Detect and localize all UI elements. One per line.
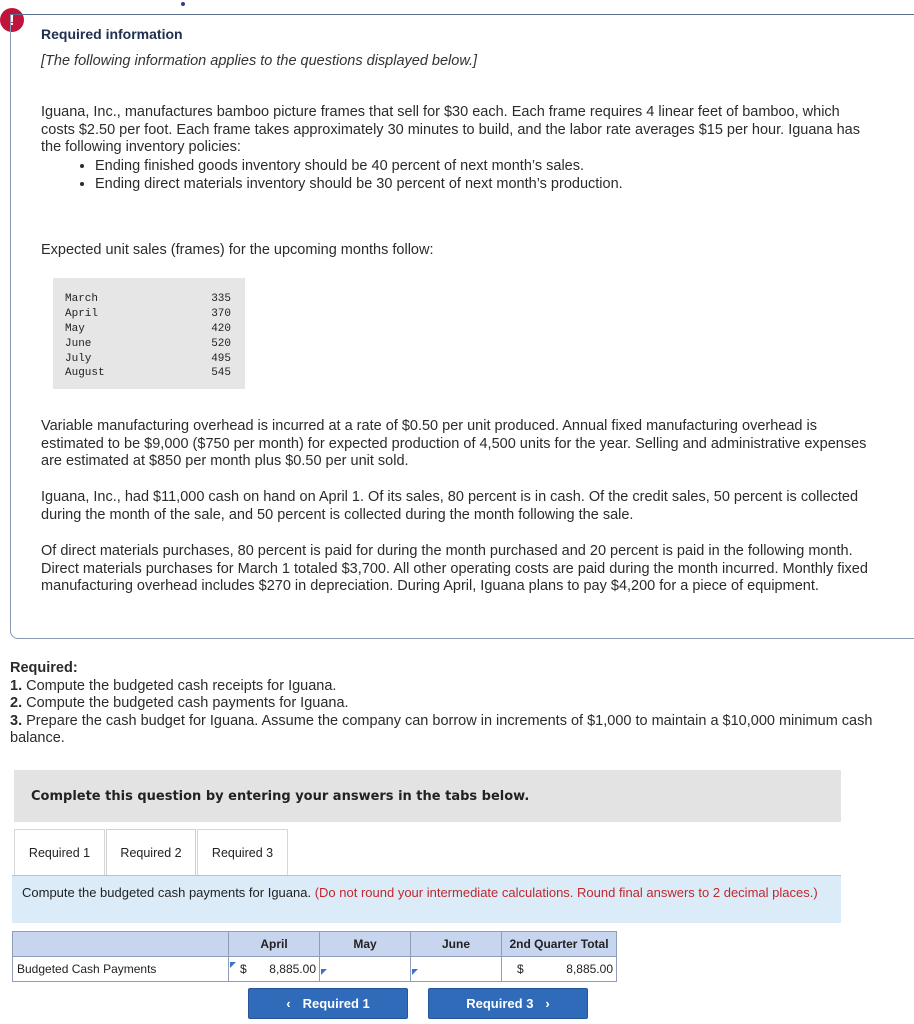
input-flag-icon xyxy=(412,969,418,975)
table-row xyxy=(53,278,245,307)
question-panel xyxy=(12,875,841,923)
month-cell: July xyxy=(65,352,92,365)
blank-header xyxy=(13,932,229,957)
policy-item: • Ending direct materials inventory should be 30 percent of next month’s production. xyxy=(95,176,623,194)
required-item xyxy=(10,678,914,696)
units-cell: 370 xyxy=(211,308,231,321)
table-row xyxy=(53,351,245,366)
decorative-dot xyxy=(181,2,185,6)
month-cell: May xyxy=(65,322,85,335)
tab-bar xyxy=(14,829,289,875)
item-text: Compute the budgeted cash receipts for Iguana. xyxy=(22,677,337,694)
required-item xyxy=(10,695,914,713)
chevron-right-icon: › xyxy=(545,996,550,1011)
cash-paragraph: Iguana, Inc., had $11,000 cash on hand on April 1. Of its sales, 80 percent is in cash. Of the credit sales, 50 percent is collected during the month of the sale, and 50 percent is collected during the month following the sale. xyxy=(41,489,859,523)
info-subtitle: [The following information applies to the questions displayed below.] xyxy=(41,53,478,69)
table-header-row xyxy=(13,932,617,957)
tab-required-1[interactable]: Required 1 xyxy=(14,829,105,875)
currency-symbol: $ xyxy=(240,962,247,976)
table-row xyxy=(53,307,245,322)
units-cell: 545 xyxy=(211,367,231,380)
header-may: May xyxy=(320,932,411,957)
item-number: 2. xyxy=(10,695,23,711)
next-label: Required 3 xyxy=(466,996,534,1011)
cash-payments-table xyxy=(12,931,617,982)
expected-sales-table xyxy=(53,278,245,389)
units-cell: 335 xyxy=(211,293,231,306)
quarter-total-cell xyxy=(502,957,617,982)
purchases-paragraph: Of direct materials purchases, 80 percent is paid for during the month purchased and 20 percent is paid in the following month. Direct materials purchases for March 1 totaled $3,700. All other operating costs are paid during the month incurred. Monthly fixed manufacturing overhead includes $270 in depreciation. During April, Iguana plans to pay $4,200 for a piece of equipment. xyxy=(41,543,868,594)
april-value: 8,885.00 xyxy=(269,962,316,976)
item-number: 3. xyxy=(10,712,23,729)
month-cell: March xyxy=(65,293,99,306)
april-input[interactable] xyxy=(229,957,320,982)
expected-sales-text: Expected unit sales (frames) for the upcoming months follow: xyxy=(41,242,434,258)
june-input[interactable] xyxy=(411,957,502,982)
required-list xyxy=(10,660,914,748)
instruction-bar: Complete this question by entering your answers in the tabs below. xyxy=(14,770,841,822)
required-item xyxy=(10,713,914,748)
header-quarter-total: 2nd Quarter Total xyxy=(502,932,617,957)
month-cell: August xyxy=(65,367,105,380)
row-label: Budgeted Cash Payments xyxy=(13,957,229,982)
prev-label: Required 1 xyxy=(302,996,370,1011)
item-text: Prepare the cash budget for Iguana. Assume the company can borrow in increments of $1,000 to maintain a $10,000 minimum cash balance. xyxy=(10,712,873,746)
question-note: (Do not round your intermediate calculations. Round final answers to 2 decimal places.) xyxy=(314,885,818,900)
alert-icon: ! xyxy=(0,8,24,32)
header-april: April xyxy=(229,932,320,957)
units-cell: 520 xyxy=(211,337,231,350)
month-cell: April xyxy=(65,308,99,321)
header-june: June xyxy=(411,932,502,957)
item-number: 1. xyxy=(10,677,23,694)
tab-required-3[interactable]: Required 3 xyxy=(197,829,288,875)
total-value: 8,885.00 xyxy=(566,962,613,976)
table-row xyxy=(53,336,245,351)
inventory-policies xyxy=(83,158,623,193)
units-cell: 420 xyxy=(211,322,231,335)
question-text: Compute the budgeted cash payments for Iguana. xyxy=(22,885,312,900)
prev-required-button[interactable] xyxy=(248,988,408,1019)
next-required-button[interactable] xyxy=(428,988,588,1019)
info-title: Required information xyxy=(41,26,183,42)
currency-symbol: $ xyxy=(517,962,524,976)
table-row xyxy=(53,322,245,337)
units-cell: 495 xyxy=(211,352,231,365)
input-flag-icon xyxy=(230,962,236,968)
table-row xyxy=(13,957,617,982)
intro-paragraph: Iguana, Inc., manufactures bamboo picture frames that sell for $30 each. Each frame requires 4 linear feet of bamboo, which costs $2.50 per foot. Each frame takes approximately 30 minutes to build, and the labor rate averages $15 per hour. Iguana has the following inventory policies: xyxy=(41,104,860,155)
month-cell: June xyxy=(65,337,92,350)
table-row xyxy=(53,366,245,389)
overhead-paragraph: Variable manufacturing overhead is incurred at a rate of $0.50 per unit produced. Annual fixed manufacturing overhead is estimated to be $9,000 ($750 per month) for expected production of 4,500 units for the year. Selling and administrative expenses are estimated at $850 per month plus $0.50 per unit sold. xyxy=(41,418,867,469)
item-text: Compute the budgeted cash payments for Iguana. xyxy=(22,695,349,711)
required-heading: Required: xyxy=(10,660,78,676)
policy-item: • Ending finished goods inventory should be 40 percent of next month’s sales. xyxy=(95,158,623,176)
may-input[interactable] xyxy=(320,957,411,982)
input-flag-icon xyxy=(321,969,327,975)
tab-required-2[interactable]: Required 2 xyxy=(106,829,196,875)
chevron-left-icon: ‹ xyxy=(286,996,291,1011)
